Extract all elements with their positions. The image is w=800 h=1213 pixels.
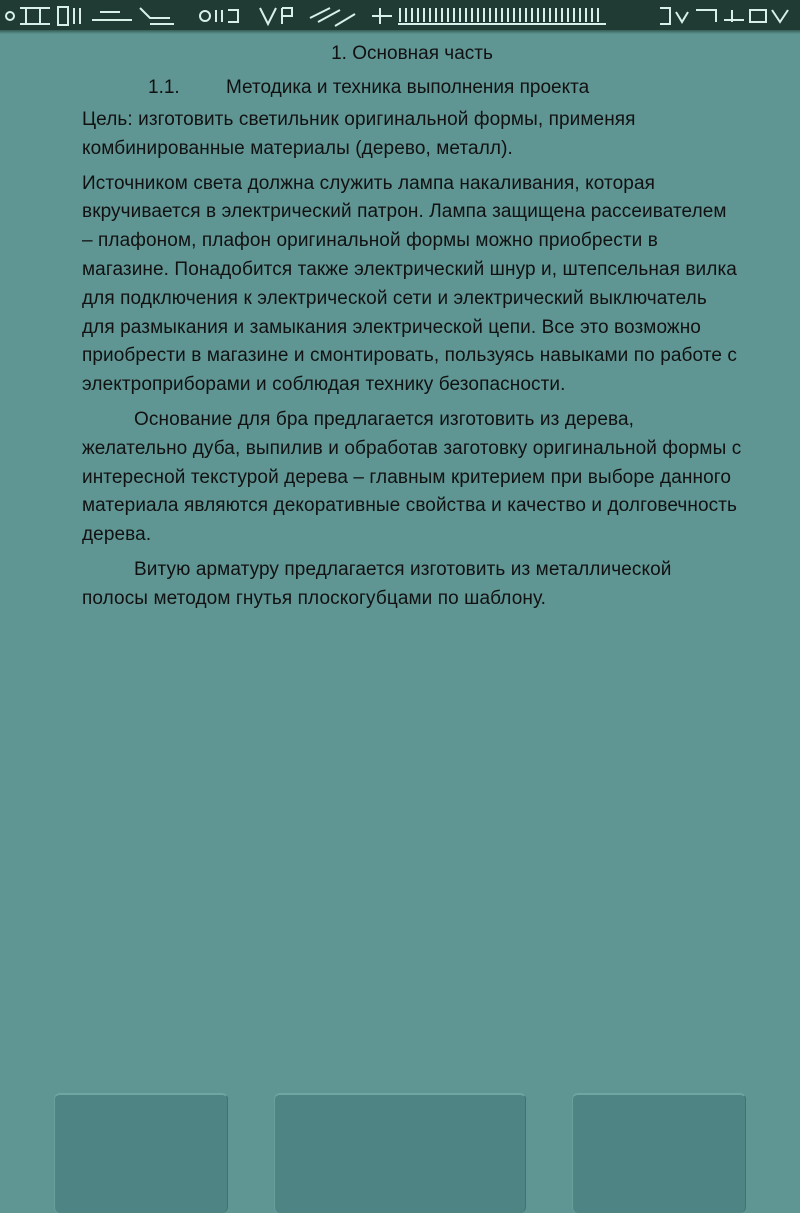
paragraph-goal: Цель: изготовить светильник оригинальной формы, применяя комбинированные материалы (дерево, металл). [82, 109, 636, 159]
previous-slide-button[interactable] [54, 1093, 228, 1213]
circuit-board-icon [0, 0, 800, 34]
subsection-title: Методика и техника выполнения проекта [226, 77, 590, 98]
subsection-heading [82, 74, 742, 102]
next-slide-button[interactable] [572, 1093, 746, 1213]
paragraph-light-source: Источником света должна служить лампа накаливания, которая вкручивается в электрический патрон. Лампа защищена рассеивателем – плафоном, плафон оригинальной формы можно приобрести в магазине. Понадобится также электрический шнур и, штепсельная вилка для подключения к электрической сети и электрический выключатель для размыкания и замыкания электрической цепи. Все это возможно приобрести в магазине и смонтировать, пользуясь навыками по работе с электроприборами и соблюдая технику безопасности. [82, 172, 737, 396]
paragraph-armature: Витую арматуру предлагается изготовить из металлической полосы методом гнутья плоскогубцами по шаблону. [82, 558, 672, 609]
document-body [82, 40, 742, 620]
top-banner [0, 0, 800, 34]
banner-edge [0, 30, 800, 34]
section-heading: 1. Основная часть [331, 43, 493, 64]
home-button[interactable] [274, 1093, 526, 1213]
subsection-number: 1.1. [148, 77, 180, 98]
paragraph-base: Основание для бра предлагается изготовить из дерева, желательно дуба, выпилив и обработав заготовку оригинальной формы с интересной текстурой дерева – главным критерием при выборе данного материала являются декоративные свойства и качество и долговечность дерева. [82, 408, 742, 546]
